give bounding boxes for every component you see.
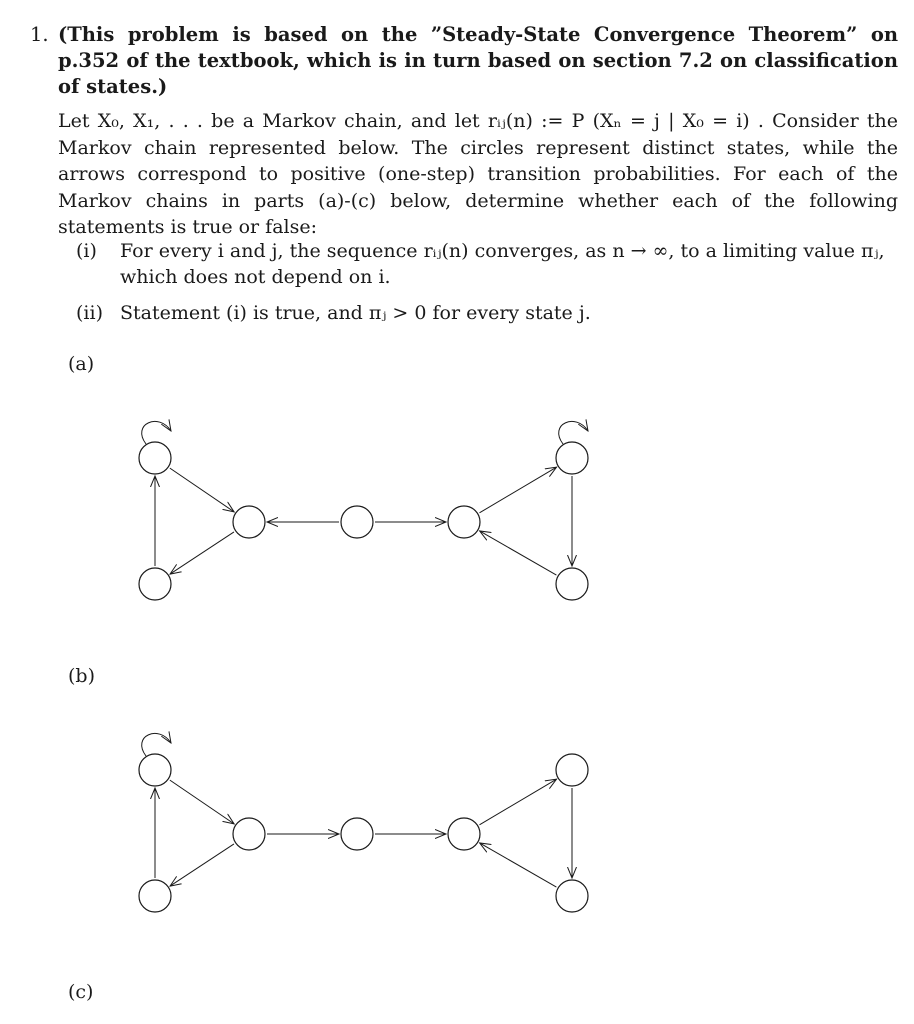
state-circle <box>233 506 265 538</box>
transition-arrow <box>170 780 234 824</box>
state-circle <box>448 506 480 538</box>
problem-number: 1. <box>30 23 49 46</box>
transition-arrow <box>479 779 556 825</box>
transition-arrow <box>170 844 234 886</box>
part-c-label: (c) <box>68 981 94 1003</box>
state-circle <box>341 818 373 850</box>
problem-heading: (This problem is based on the ”Steady-State Convergence Theorem” on p.352 of the textbook, which is in turn based on section 7.2 on classification of states.) <box>58 23 898 98</box>
self-loop-arrow <box>142 421 171 444</box>
state-circle <box>139 754 171 786</box>
transition-arrow <box>480 843 557 887</box>
transition-arrow <box>170 532 234 574</box>
state-circle <box>233 818 265 850</box>
diagram-a <box>139 421 588 600</box>
state-circle <box>139 880 171 912</box>
state-circle <box>556 442 588 474</box>
state-circle <box>341 506 373 538</box>
state-circle <box>556 568 588 600</box>
problem-intro: Let X₀, X₁, . . . be a Markov chain, and let rᵢⱼ(n) := P (Xₙ = j | X₀ = i) . Consider the Markov chain represented below. The circles represent distinct states, while the arrows correspond to positive (one-step) transition probabilities. For each of the Markov chains in parts (a)-(c) below, determine whether each of the following statements is true or false: <box>58 110 898 238</box>
state-circle <box>556 754 588 786</box>
transition-arrow <box>479 467 556 513</box>
self-loop-arrow <box>142 733 171 756</box>
part-a-label: (a) <box>68 353 95 375</box>
diagram-b <box>139 733 588 912</box>
statement-text: For every i and j, the sequence rᵢⱼ(n) converges, as n → ∞, to a limiting value πⱼ, which does not depend on i. <box>120 240 885 288</box>
state-circle <box>448 818 480 850</box>
statement-text: Statement (i) is true, and πⱼ > 0 for every state j. <box>120 302 591 324</box>
transition-arrow <box>170 468 234 512</box>
part-b-label: (b) <box>68 665 95 687</box>
state-circle <box>556 880 588 912</box>
state-circle <box>139 442 171 474</box>
transition-arrow <box>480 531 557 575</box>
statement-label: (i) <box>76 240 97 262</box>
self-loop-arrow <box>559 421 588 444</box>
state-circle <box>139 568 171 600</box>
statement-label: (ii) <box>76 302 103 324</box>
